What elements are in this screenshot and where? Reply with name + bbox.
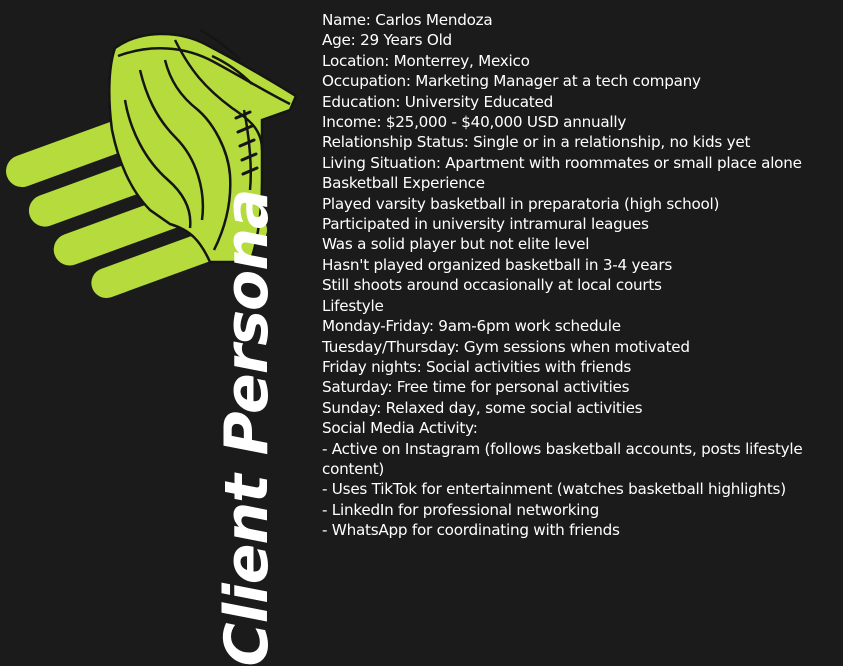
section-heading-lifestyle: Lifestyle [322, 296, 384, 315]
list-item: Sunday: Relaxed day, some social activities [322, 398, 643, 417]
persona-name: Name: Carlos Mendoza [322, 11, 493, 29]
list-item: - Uses TikTok for entertainment (watches basketball highlights) [322, 480, 786, 499]
section-heading-basketball: Basketball Experience [322, 174, 485, 193]
persona-age: Age: 29 Years Old [322, 31, 452, 50]
list-item: Saturday: Free time for personal activities [322, 378, 630, 397]
list-item: Participated in university intramural leagues [322, 215, 649, 234]
list-item: Still shoots around occasionally at local courts [322, 276, 662, 295]
list-item: - Active on Instagram (follows basketball accounts, posts lifestyle content) [322, 439, 803, 478]
list-item: Friday nights: Social activities with friends [322, 357, 632, 376]
section-heading-social-media: Social Media Activity: [322, 419, 478, 438]
list-item: Tuesday/Thursday: Gym sessions when motivated [322, 337, 690, 356]
list-item: - WhatsApp for coordinating with friends [322, 521, 620, 540]
list-item: Played varsity basketball in preparatoria (high school) [322, 194, 720, 213]
list-item: Was a solid player but not elite level [322, 235, 590, 254]
persona-living-situation: Living Situation: Apartment with roommates or small place alone [322, 153, 802, 172]
page-title: Client Persona [212, 189, 282, 666]
list-item: Monday-Friday: 9am-6pm work schedule [322, 317, 621, 336]
persona-occupation: Occupation: Marketing Manager at a tech company [322, 72, 701, 91]
persona-location: Location: Monterrey, Mexico [322, 51, 530, 70]
list-item: Hasn't played organized basketball in 3-4 years [322, 255, 673, 274]
persona-details [322, 10, 837, 541]
persona-relationship: Relationship Status: Single or in a relationship, no kids yet [322, 133, 751, 152]
persona-education: Education: University Educated [322, 92, 553, 111]
list-item: - LinkedIn for professional networking [322, 500, 600, 519]
persona-income: Income: $25,000 - $40,000 USD annually [322, 113, 627, 132]
